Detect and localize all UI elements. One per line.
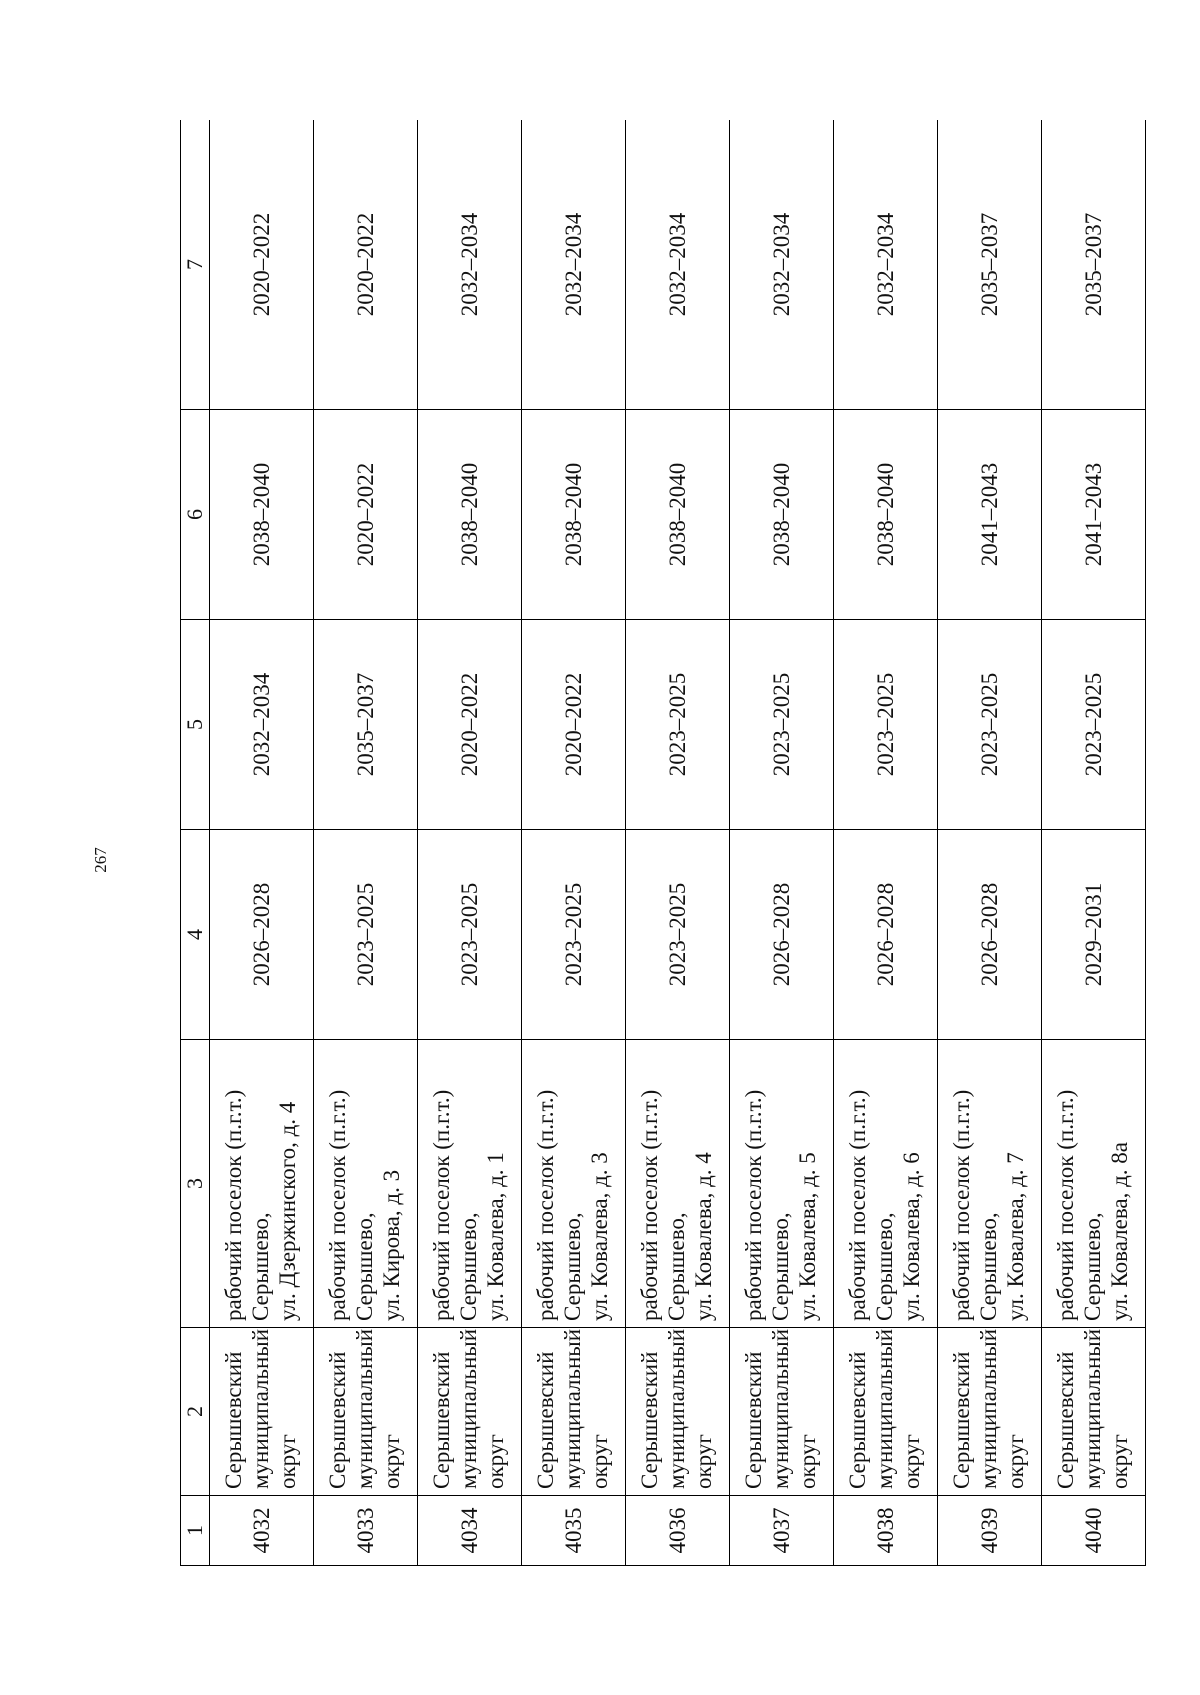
period-cell-7: 2020–2022 <box>210 120 314 410</box>
row-number: 4034 <box>418 1496 522 1566</box>
row-number: 4037 <box>730 1496 834 1566</box>
period-cell-5: 2020–2022 <box>522 620 626 830</box>
district-cell: Серышевский муниципальный округ <box>938 1328 1042 1496</box>
period-cell-5: 2032–2034 <box>210 620 314 830</box>
district-cell: Серышевский муниципальный округ <box>418 1328 522 1496</box>
period-cell-6: 2038–2040 <box>626 410 730 620</box>
period-cell-5: 2023–2025 <box>1042 620 1146 830</box>
header-row <box>181 120 210 1566</box>
header-cell-1: 1 <box>181 1496 210 1566</box>
row-number: 4039 <box>938 1496 1042 1566</box>
period-cell-5: 2035–2037 <box>314 620 418 830</box>
schedule-table <box>180 120 1146 1566</box>
period-cell-6: 2038–2040 <box>730 410 834 620</box>
address-cell: рабочий поселок (п.г.т.) Серышево, ул. Ковалева, д. 6 <box>834 1040 938 1328</box>
period-cell-4: 2023–2025 <box>418 830 522 1040</box>
rotated-table-frame <box>180 120 1146 1566</box>
period-cell-5: 2023–2025 <box>834 620 938 830</box>
period-cell-7: 2032–2034 <box>730 120 834 410</box>
header-cell-6: 6 <box>181 410 210 620</box>
period-cell-4: 2029–2031 <box>1042 830 1146 1040</box>
period-cell-7: 2035–2037 <box>938 120 1042 410</box>
table-row <box>1042 120 1146 1566</box>
header-cell-2: 2 <box>181 1328 210 1496</box>
period-cell-7: 2032–2034 <box>522 120 626 410</box>
period-cell-6: 2038–2040 <box>210 410 314 620</box>
period-cell-6: 2020–2022 <box>314 410 418 620</box>
address-cell: рабочий поселок (п.г.т.) Серышево, ул. Дзержинского, д. 4 <box>210 1040 314 1328</box>
table-row <box>210 120 314 1566</box>
period-cell-4: 2026–2028 <box>834 830 938 1040</box>
period-cell-6: 2038–2040 <box>834 410 938 620</box>
period-cell-6: 2041–2043 <box>1042 410 1146 620</box>
address-cell: рабочий поселок (п.г.т.) Серышево, ул. Ковалева, д. 7 <box>938 1040 1042 1328</box>
address-cell: рабочий поселок (п.г.т.) Серышево, ул. Ковалева, д. 8а <box>1042 1040 1146 1328</box>
header-cell-3: 3 <box>181 1040 210 1328</box>
row-number: 4032 <box>210 1496 314 1566</box>
period-cell-4: 2026–2028 <box>730 830 834 1040</box>
period-cell-4: 2026–2028 <box>938 830 1042 1040</box>
row-number: 4038 <box>834 1496 938 1566</box>
row-number: 4035 <box>522 1496 626 1566</box>
table-container <box>180 120 1146 1566</box>
header-cell-5: 5 <box>181 620 210 830</box>
period-cell-6: 2038–2040 <box>522 410 626 620</box>
row-number: 4033 <box>314 1496 418 1566</box>
period-cell-6: 2041–2043 <box>938 410 1042 620</box>
period-cell-7: 2035–2037 <box>1042 120 1146 410</box>
period-cell-5: 2023–2025 <box>938 620 1042 830</box>
period-cell-4: 2026–2028 <box>210 830 314 1040</box>
table-row <box>626 120 730 1566</box>
row-number: 4036 <box>626 1496 730 1566</box>
table-row <box>730 120 834 1566</box>
address-cell: рабочий поселок (п.г.т.) Серышево, ул. Ковалева, д. 1 <box>418 1040 522 1328</box>
period-cell-4: 2023–2025 <box>314 830 418 1040</box>
header-cell-4: 4 <box>181 830 210 1040</box>
district-cell: Серышевский муниципальный округ <box>834 1328 938 1496</box>
district-cell: Серышевский муниципальный округ <box>730 1328 834 1496</box>
period-cell-7: 2032–2034 <box>418 120 522 410</box>
district-cell: Серышевский муниципальный округ <box>626 1328 730 1496</box>
period-cell-5: 2023–2025 <box>730 620 834 830</box>
period-cell-4: 2023–2025 <box>626 830 730 1040</box>
period-cell-7: 2032–2034 <box>626 120 730 410</box>
period-cell-5: 2023–2025 <box>626 620 730 830</box>
page-number: 267 <box>91 847 110 873</box>
table-row <box>418 120 522 1566</box>
row-number: 4040 <box>1042 1496 1146 1566</box>
period-cell-7: 2020–2022 <box>314 120 418 410</box>
period-cell-7: 2032–2034 <box>834 120 938 410</box>
address-cell: рабочий поселок (п.г.т.) Серышево, ул. Кирова, д. 3 <box>314 1040 418 1328</box>
district-cell: Серышевский муниципальный округ <box>522 1328 626 1496</box>
period-cell-6: 2038–2040 <box>418 410 522 620</box>
header-cell-7: 7 <box>181 120 210 410</box>
address-cell: рабочий поселок (п.г.т.) Серышево, ул. Ковалева, д. 5 <box>730 1040 834 1328</box>
period-cell-5: 2020–2022 <box>418 620 522 830</box>
table-row <box>314 120 418 1566</box>
address-cell: рабочий поселок (п.г.т.) Серышево, ул. Ковалева, д. 3 <box>522 1040 626 1328</box>
table-row <box>938 120 1042 1566</box>
table-row <box>522 120 626 1566</box>
district-cell: Серышевский муниципальный округ <box>314 1328 418 1496</box>
district-cell: Серышевский муниципальный округ <box>210 1328 314 1496</box>
period-cell-4: 2023–2025 <box>522 830 626 1040</box>
district-cell: Серышевский муниципальный округ <box>1042 1328 1146 1496</box>
address-cell: рабочий поселок (п.г.т.) Серышево, ул. Ковалева, д. 4 <box>626 1040 730 1328</box>
table-row <box>834 120 938 1566</box>
